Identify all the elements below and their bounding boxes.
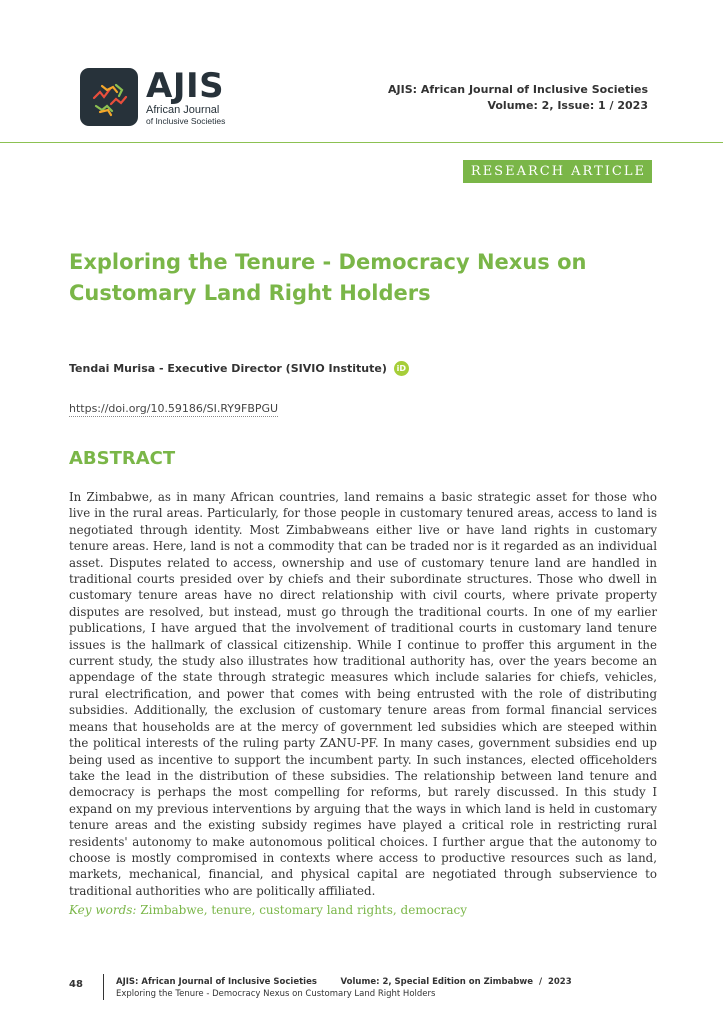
abstract-body: In Zimbabwe, as in many African countries, land remains a basic strategic asset for those who live in the rural areas. Particularly, for those people in customary tenured areas, access to land is negotiated through identity. Most Zimbabweans either live or have land rights in customary tenure areas. Here, land is not a commodity that can be traded nor is it regarded as an individual asset. Disputes related to access, ownership and use of customary tenure land are handled in traditional courts presided over by chiefs and their subordinate structures. Those who dwell in customary tenure areas have no direct relationship with civil courts, where private property disputes are resolved, but instead, must go through the traditional courts. In one of my earlier publications, I have argued that the involvement of traditional courts in customary land tenure issues is the hallmark of classical citizenship. While I continue to proffer this argument in the current study, the study also illustrates how traditional authority has, over the years become an appendage of the state through strategic measures which include salaries for chiefs, vehicles, rural electrification, and power that comes with being entrusted with the role of distributing subsidies. Additionally, the exclusion of customary tenure areas from formal financial services means that households are at the mercy of government led subsidies which are steeped within the political interests of the ruling party ZANU-PF. In many cases, government subsidies end up being used as incentive to support the incumbent party. In such instances, elected officeholders take the lead in the distribution of these subsidies. The relationship between land tenure and democracy is perhaps the most compelling for reforms, but rarely discussed. In this study I expand on my previous interventions by arguing that the ways in which land is held in customary tenure areas and the existing subsidy regimes have played a critical role in restricting rural residents' autonomy to make autonomous political choices. I further argue that the autonomy to choose is mostly compromised in contexts where access to productive resources such as land, markets, mechanical, financial, and physical capital are negotiated through subservience to traditional authorities who are politically affiliated. [69, 490, 657, 898]
journal-issue: Volume: 2, Issue: 1 / 2023 [487, 99, 648, 112]
header-divider [0, 142, 723, 143]
keywords-label: Key words: [69, 903, 137, 917]
footer-title-line: Exploring the Tenure - Democracy Nexus on Customary Land Right Holders [116, 989, 436, 999]
keywords [69, 903, 467, 917]
logo-abbreviation: AJIS [146, 65, 225, 106]
author-line [69, 361, 409, 376]
journal-header [388, 82, 648, 114]
keywords-value: Zimbabwe, tenure, customary land rights, democracy [140, 903, 468, 917]
abstract-heading: ABSTRACT [69, 448, 176, 469]
article-type-badge: RESEARCH ARTICLE [463, 160, 652, 183]
journal-logo [80, 65, 226, 126]
logo-text [146, 65, 226, 126]
orcid-icon[interactable]: iD [394, 361, 409, 376]
logo-name-line1: African Journal [146, 103, 220, 116]
page-number: 48 [69, 979, 83, 990]
journal-name: AJIS: African Journal of Inclusive Societies [388, 83, 648, 96]
logo-mark-icon [80, 68, 138, 126]
footer-text [116, 976, 572, 1000]
footer-divider [103, 974, 104, 1000]
footer-journal-line: AJIS: African Journal of Inclusive Societies Volume: 2, Special Edition on Zimbabwe / 2023 [116, 977, 572, 987]
author-name: Tendai Murisa - Executive Director (SIVIO Institute) [69, 362, 387, 375]
logo-name-line2: of Inclusive Societies [146, 115, 226, 126]
article-title: Exploring the Tenure - Democracy Nexus on Customary Land Right Holders [69, 250, 587, 305]
doi-link[interactable]: https://doi.org/10.59186/SI.RY9FBPGU [69, 402, 279, 415]
